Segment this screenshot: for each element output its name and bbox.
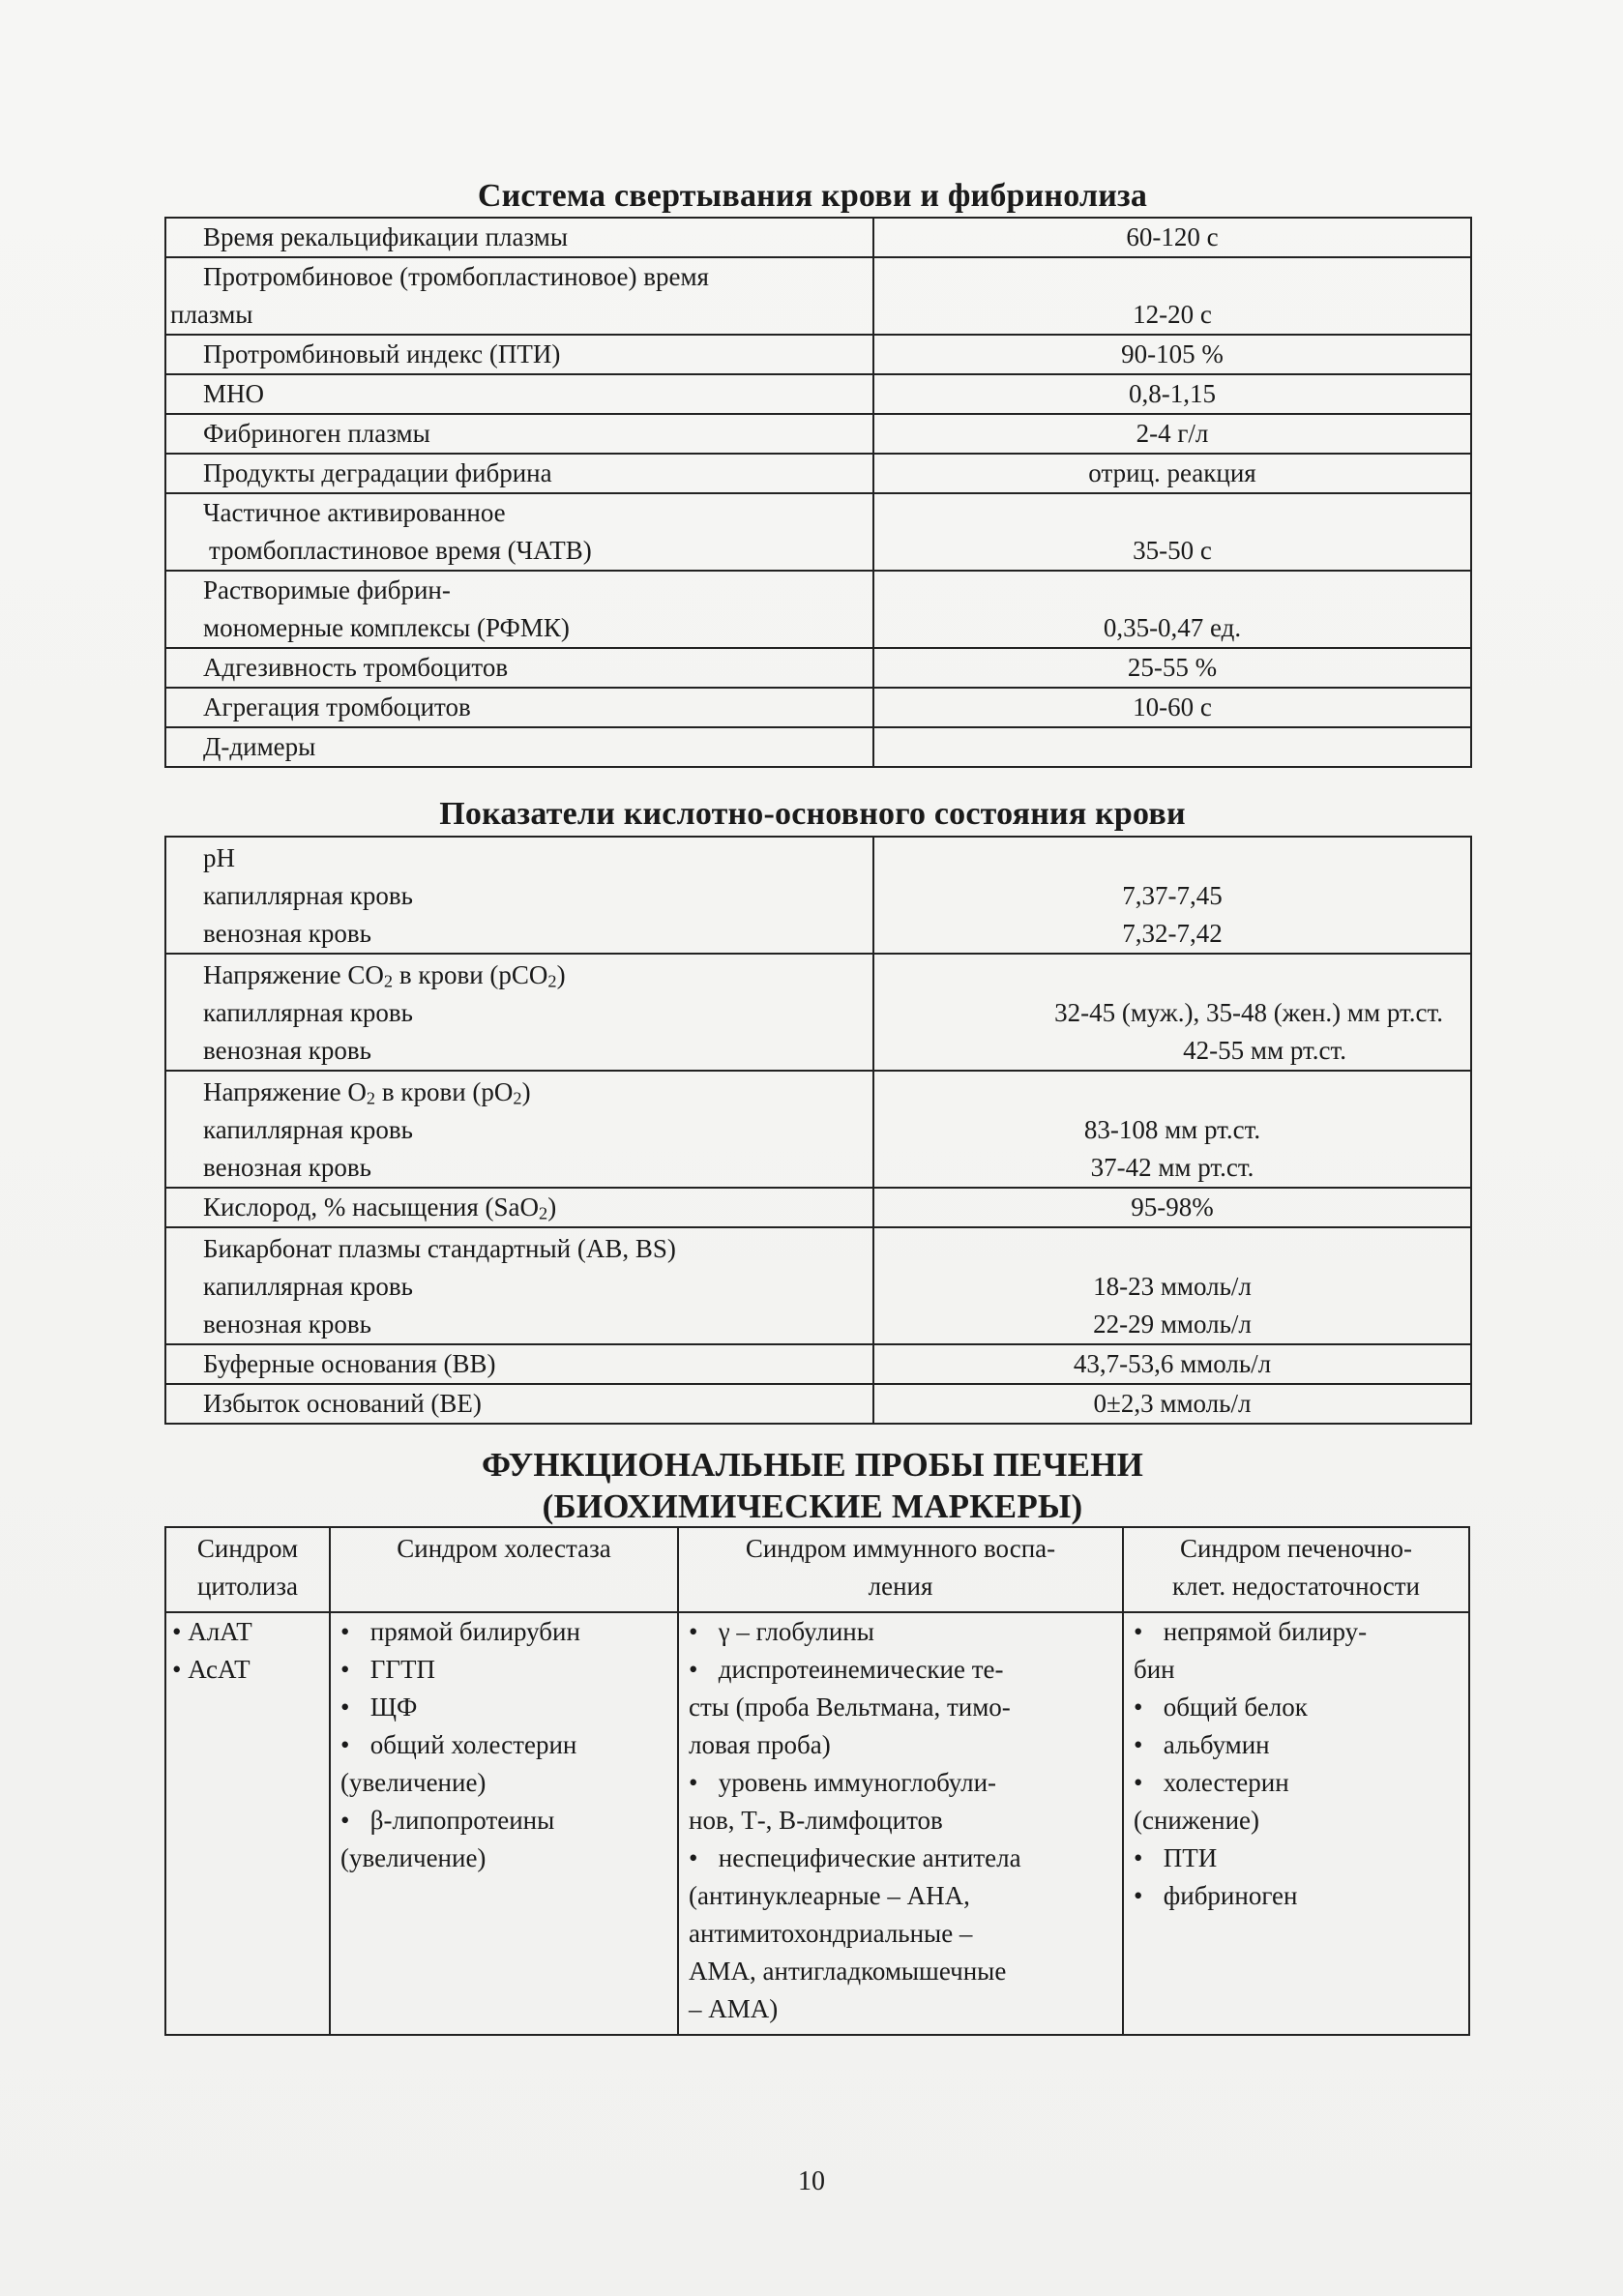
- list-item: • прямой билирубин: [340, 1617, 580, 1646]
- list-item: • фибриноген: [1134, 1881, 1298, 1910]
- table-row: [165, 837, 1471, 954]
- param-name: Время рекальцификации плазмы: [203, 222, 568, 251]
- param-value: отриц. реакция: [1088, 458, 1256, 487]
- list-item: • уровень иммуноглобули-: [689, 1768, 997, 1797]
- param-name: Агрегация тромбоцитов: [203, 692, 471, 721]
- param-name: Бикарбонат плазмы стандартный (AB, BS): [203, 1234, 676, 1263]
- list-item: • диспротеинемические те-: [689, 1655, 1004, 1684]
- param-value: 0,8-1,15: [1129, 379, 1216, 408]
- table-row: [165, 1612, 1469, 2035]
- list-item: • АсАТ: [172, 1655, 251, 1684]
- header-label: Синдром иммунного воспа-: [745, 1534, 1056, 1563]
- param-sub: венозная кровь: [203, 1310, 371, 1339]
- cell-immune: [678, 1612, 1123, 2035]
- param-name: Адгезивность тромбоцитов: [203, 653, 509, 682]
- param-value-cell: [873, 218, 1471, 257]
- param-name: Напряжение $O_2$ в крови $(pO_2)$: [203, 1077, 531, 1108]
- param-name: мономерные комплексы (РФМК): [203, 613, 570, 642]
- table-row: [165, 414, 1471, 454]
- list-item: • общий холестерин: [340, 1730, 577, 1759]
- table-row: [165, 727, 1471, 767]
- list-item: • ГГТП: [340, 1655, 435, 1684]
- param-value-cell: [873, 454, 1471, 493]
- param-name: Д-димеры: [203, 732, 316, 761]
- param-name-cell: [165, 257, 873, 335]
- header-label: ления: [868, 1572, 933, 1601]
- param-sub: капиллярная кровь: [203, 1272, 413, 1301]
- list-item: • неспецифические антитела: [689, 1843, 1021, 1872]
- list-item-cont: АМА, антигладкомышечные: [689, 1957, 1007, 1986]
- param-name: Протромбиновое (тромбопластиновое) время: [203, 262, 709, 291]
- param-value-cell: [873, 414, 1471, 454]
- table-row: [165, 1188, 1471, 1227]
- param-value: 18-23 ммоль/л: [1093, 1272, 1252, 1301]
- list-item-cont: бин: [1134, 1655, 1175, 1684]
- coag-table: [164, 217, 1472, 768]
- table-row: [165, 1384, 1471, 1424]
- param-name: тромбопластиновое время (ЧАТВ): [209, 536, 592, 565]
- header-hepatocellular-failure: [1123, 1527, 1469, 1612]
- param-value: 0,35-0,47 ед.: [1103, 613, 1242, 642]
- list-item: • холестерин: [1134, 1768, 1289, 1797]
- param-value: 32-45 (муж.), 35-48 (жен.) мм рт.ст.: [1054, 998, 1443, 1027]
- param-value: 12-20 с: [1133, 300, 1212, 329]
- header-immune-inflammation: [678, 1527, 1123, 1612]
- param-sub: капиллярная кровь: [203, 881, 413, 910]
- param-value-cell: [873, 727, 1471, 767]
- param-name-cell: [165, 648, 873, 688]
- param-name-cell: [165, 571, 873, 648]
- param-value: 90-105 %: [1121, 339, 1224, 368]
- param-name: Продукты деградации фибрина: [203, 458, 552, 487]
- param-name: pH: [203, 843, 235, 872]
- table-row: [165, 1227, 1471, 1344]
- list-item-cont: ловая проба): [689, 1730, 831, 1759]
- param-name: Растворимые фибрин-: [203, 575, 451, 604]
- table-row: [165, 335, 1471, 374]
- table-row: [165, 454, 1471, 493]
- param-value-cell: [873, 688, 1471, 727]
- param-value: 0±2,3 ммоль/л: [1093, 1389, 1252, 1418]
- param-name-cell: [165, 335, 873, 374]
- table-row: [165, 1071, 1471, 1188]
- param-value: 60-120 с: [1126, 222, 1219, 251]
- header-label: Синдром: [196, 1534, 299, 1563]
- list-item-cont: (увеличение): [340, 1843, 487, 1872]
- param-value: 7,32-7,42: [1122, 919, 1223, 948]
- table-row: [165, 954, 1471, 1071]
- list-item-cont: сты (проба Вельтмана, тимо-: [689, 1693, 1011, 1722]
- table-row: [165, 648, 1471, 688]
- list-item: • непрямой билиру-: [1134, 1617, 1368, 1646]
- list-item-cont: (увеличение): [340, 1768, 487, 1797]
- header-label: Синдром печеночно-: [1179, 1534, 1413, 1563]
- cell-cytolysis: [165, 1612, 330, 2035]
- liver-title-line2: (БИОХИМИЧЕСКИЕ МАРКЕРЫ): [542, 1487, 1083, 1525]
- param-name-cell: [165, 374, 873, 414]
- param-value: 22-29 ммоль/л: [1093, 1310, 1252, 1339]
- param-name-cell: [165, 493, 873, 571]
- list-item: • β-липопротеины: [340, 1806, 555, 1835]
- param-value-cell: [873, 493, 1471, 571]
- param-sub: капиллярная кровь: [203, 1115, 413, 1144]
- param-value: 35-50 с: [1133, 536, 1212, 565]
- table-row: [165, 257, 1471, 335]
- param-name-cell: [165, 688, 873, 727]
- list-item-cont: (антинуклеарные – АНА,: [689, 1881, 970, 1910]
- param-value: 25-55 %: [1127, 653, 1218, 682]
- list-item-cont: – АМА): [689, 1994, 779, 2023]
- table-header-row: [165, 1527, 1469, 1612]
- param-sub: венозная кровь: [203, 919, 371, 948]
- header-label: клет. недостаточности: [1172, 1572, 1420, 1601]
- param-name-cell: [165, 414, 873, 454]
- header-label: Синдром холестаза: [397, 1534, 611, 1563]
- param-name: Кислород, % насыщения (SaO$_2$): [203, 1192, 557, 1223]
- param-name: Буферные основания (BB): [203, 1349, 496, 1378]
- coag-title: Система свертывания крови и фибринолиза: [477, 178, 1148, 214]
- param-sub: капиллярная кровь: [203, 998, 413, 1027]
- header-label: цитолиза: [196, 1572, 299, 1601]
- cell-hepatocellular: [1123, 1612, 1469, 2035]
- param-sub: венозная кровь: [203, 1153, 371, 1182]
- header-cytolysis: [165, 1527, 330, 1612]
- param-name: Частичное активированное: [203, 498, 506, 527]
- param-value: 10-60 с: [1133, 692, 1212, 721]
- param-value-cell: [873, 648, 1471, 688]
- param-sub: венозная кровь: [203, 1036, 371, 1065]
- param-name: Фибриноген плазмы: [203, 419, 430, 448]
- list-item-cont: антимитохондриальные –: [689, 1919, 973, 1948]
- param-value-cell: [873, 335, 1471, 374]
- param-name-cell: [165, 727, 873, 767]
- param-value-cell: [873, 374, 1471, 414]
- param-name: Напряжение $CO_2$ в крови (pCO$_2$): [203, 960, 566, 991]
- table-row: [165, 688, 1471, 727]
- cell-cholestasis: [330, 1612, 678, 2035]
- param-name: Протромбиновый индекс (ПТИ): [203, 339, 561, 368]
- list-item: • γ – глобулины: [689, 1617, 874, 1646]
- acid-table: [164, 836, 1472, 1425]
- header-cholestasis: [330, 1527, 678, 1612]
- param-value: 2-4 г/л: [1136, 419, 1209, 448]
- page-number: 10: [798, 2166, 825, 2196]
- list-item: • АлАТ: [172, 1617, 252, 1646]
- list-item: • общий белок: [1134, 1693, 1308, 1722]
- table-row: [165, 218, 1471, 257]
- param-value-cell: [873, 571, 1471, 648]
- list-item: • альбумин: [1134, 1730, 1270, 1759]
- param-value: 37-42 мм рт.ст.: [1090, 1153, 1254, 1182]
- list-item: • ЩФ: [340, 1693, 418, 1722]
- list-item: • ПТИ: [1134, 1843, 1218, 1872]
- param-name-cell: [165, 454, 873, 493]
- param-name: МНО: [203, 379, 265, 408]
- param-value-cell: [873, 257, 1471, 335]
- table-row: [165, 374, 1471, 414]
- table-row: [165, 493, 1471, 571]
- param-value: 7,37-7,45: [1122, 881, 1223, 910]
- liver-title: [164, 1444, 1461, 1527]
- param-name: Избыток оснований (BE): [203, 1389, 482, 1418]
- liver-table: [164, 1526, 1470, 2036]
- liver-title-line1: ФУНКЦИОНАЛЬНЫЕ ПРОБЫ ПЕЧЕНИ: [481, 1446, 1144, 1484]
- list-item-cont: (снижение): [1134, 1806, 1260, 1835]
- param-name-cell: [165, 218, 873, 257]
- acid-title: Показатели кислотно-основного состояния крови: [439, 796, 1186, 832]
- table-row: [165, 571, 1471, 648]
- table-row: [165, 1344, 1471, 1384]
- param-value: 83-108 мм рт.ст.: [1083, 1115, 1261, 1144]
- param-value: 42-55 мм рт.ст.: [1183, 1036, 1346, 1065]
- param-value: 43,7-53,6 ммоль/л: [1073, 1349, 1272, 1378]
- param-name: плазмы: [170, 300, 253, 329]
- param-value: 95-98%: [1131, 1192, 1214, 1222]
- list-item-cont: нов, Т-, В-лимфоцитов: [689, 1806, 943, 1835]
